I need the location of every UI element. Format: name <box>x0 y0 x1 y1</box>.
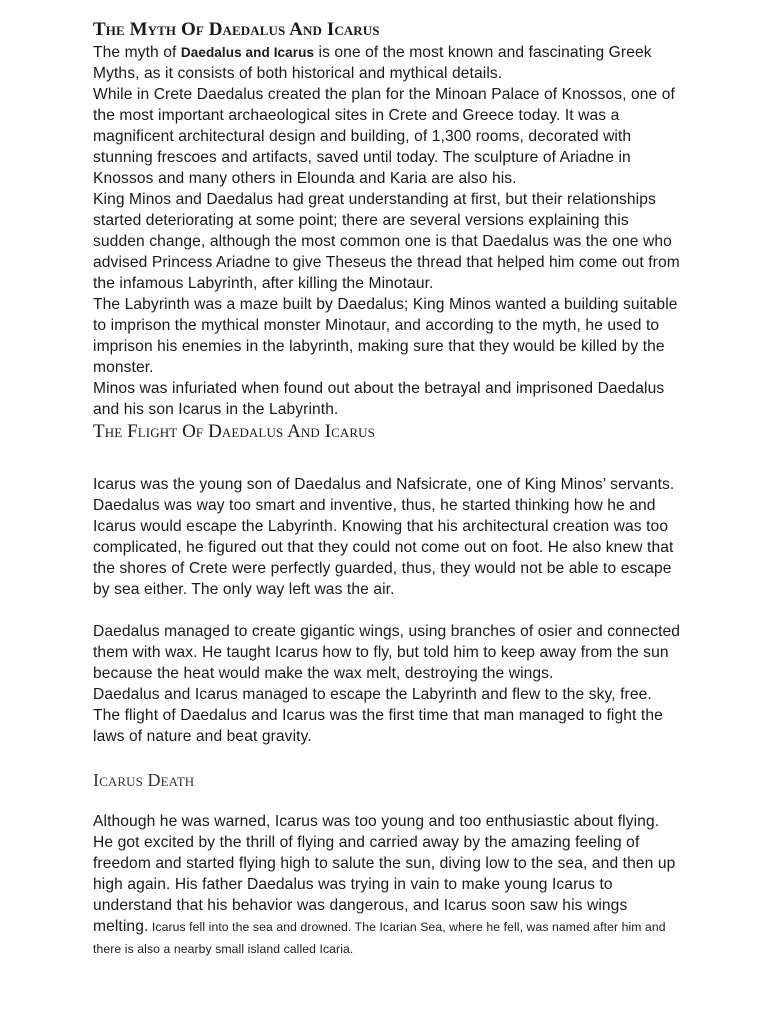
paragraph-minos-relationship: King Minos and Daedalus had great understanding at first, but their relationships started deteriorating at some point; there are several versions explaining this sudden change, although the most common one is that Daedalus was the one who advised Princess Ariadne to give Theseus the thread that helped him come out from the infamous Labyrinth, after killing the Minotaur. <box>93 191 680 292</box>
paragraph-intro <box>93 42 683 84</box>
paragraph-icarus-son: Icarus was the young son of Daedalus and Nafsicrate, one of King Minos’ servants. Daedalus was way too smart and inventive, thus, he started thinking how he and Icarus would escape the Labyrinth. Knowing that his architectural creation was too complicated, he figured out that they could not come out on foot. He also knew that the shores of Crete were perfectly guarded, thus, they would not be able to escape by sea either. The only way left was the air. <box>93 476 675 598</box>
section-heading-death: Icarus Death <box>93 770 195 790</box>
title-heading: The Myth Of Daedalus And Icarus <box>93 19 380 40</box>
paragraph-labyrinth: The Labyrinth was a maze built by Daedalus; King Minos wanted a building suitable to imprison the mythical monster Minotaur, and according to the myth, he used to imprison his enemies in the labyrinth, making sure that they would be killed by the monster. <box>93 296 678 376</box>
paragraph-imprisonment: Minos was infuriated when found out about the betrayal and imprisoned Daedalus and his son Icarus in the Labyrinth. <box>93 380 665 418</box>
death-text-main: Although he was warned, Icarus was too young and too enthusiastic about flying. He got excited by the thrill of flying and carried away by the amazing feeling of freedom and started flying high to salute the sun, diving low to the sea, and then up high again. His father Daedalus was trying in vain to make young Icarus to understand that his behavior was dangerous, and Icarus soon saw his wings melting. <box>93 813 676 935</box>
document-page <box>93 18 683 960</box>
section-heading-flight: The Flight Of Daedalus And Icarus <box>93 421 376 442</box>
intro-text-start: The myth of <box>93 44 181 61</box>
paragraph-knossos: While in Crete Daedalus created the plan for the Minoan Palace of Knossos, one of the most important archaeological sites in Crete and Greece today. It was a magnificent architectural design and building, of 1,300 rooms, decorated with stunning frescoes and artifacts, saved until today. The sculpture of Ariadne in Knossos and many others in Elounda and Karia are also his. <box>93 86 675 187</box>
paragraph-wings: Daedalus managed to create gigantic wings, using branches of osier and connected them with wax. He taught Icarus how to fly, but told him to keep away from the sun because the heat would make the wax melt, destroying the wings. <box>93 623 681 682</box>
intro-text-end: is one of the most known and fascinating Greek Myths, as it consists of both historical and mythical details. <box>93 44 652 82</box>
paragraph-escape: Daedalus and Icarus managed to escape the Labyrinth and flew to the sky, free. The flight of Daedalus and Icarus was the first time that man managed to fight the laws of nature and beat gravity. <box>93 686 663 745</box>
death-text-small: Icarus fell into the sea and drowned. The Icarian Sea, where he fell, was named after him and there is also a nearby small island called Icaria. <box>93 920 666 956</box>
intro-bold-name: Daedalus and Icarus <box>180 45 315 60</box>
spacer <box>93 600 683 621</box>
paragraph-icarus-death <box>93 811 683 960</box>
